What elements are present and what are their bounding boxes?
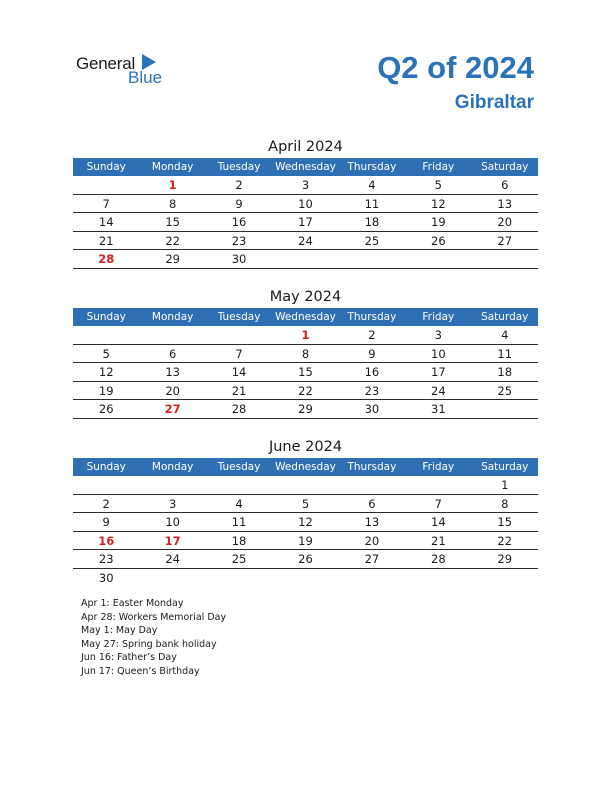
day-cell [272, 476, 338, 494]
week-row [73, 232, 538, 251]
day-cell [206, 476, 272, 494]
day-cell: 24 [431, 383, 446, 398]
week-row [73, 400, 538, 419]
weekday-label: Saturday [481, 161, 529, 173]
weekday-label: Wednesday [275, 461, 336, 473]
week-row [73, 195, 538, 214]
week-row [73, 476, 538, 495]
day-cell: 15 [298, 365, 313, 379]
day-cell: 30 [231, 252, 247, 266]
day-cell: 10 [298, 196, 313, 211]
holiday-note: Apr 1: Easter Monday [81, 598, 184, 609]
day-cell: 19 [431, 215, 446, 229]
weekday-label: Saturday [481, 311, 529, 323]
day-cell: 5 [434, 178, 442, 192]
weekday-label: Thursday [347, 461, 397, 473]
day-cell: 26 [98, 402, 114, 416]
weekday-label: Tuesday [217, 311, 261, 323]
week-row [73, 250, 538, 269]
day-cell [139, 569, 205, 587]
weekday-label: Sunday [86, 461, 126, 473]
month-title: April 2024 [268, 139, 343, 155]
day-cell: 13 [165, 365, 180, 379]
day-cell: 11 [364, 196, 380, 211]
month-title: May 2024 [269, 289, 342, 305]
week-row [73, 532, 538, 551]
day-cell [405, 569, 471, 587]
day-cell: 21 [431, 533, 446, 548]
day-cell: 10 [165, 515, 180, 529]
day-cell [272, 250, 338, 268]
day-cell: 15 [165, 215, 180, 229]
holiday-note: Jun 16: Father’s Day [81, 652, 177, 664]
day-cell: 17 [431, 365, 446, 379]
day-cell [139, 476, 205, 494]
day-cell: 8 [168, 196, 177, 211]
weekday-label: Monday [151, 161, 194, 173]
day-cell [339, 476, 405, 494]
day-cell: 26 [431, 233, 446, 248]
day-cell: 20 [364, 533, 380, 548]
day-cell [73, 326, 139, 344]
weekday-label: Sunday [86, 311, 126, 323]
day-cell: 2 [102, 496, 110, 511]
day-cell: 26 [298, 552, 313, 566]
month-calendar [73, 436, 538, 586]
day-cell [472, 250, 538, 268]
day-cell: 23 [98, 552, 114, 566]
day-cell: 19 [298, 533, 313, 548]
day-cell: 5 [301, 496, 310, 511]
day-cell: 21 [98, 233, 114, 248]
day-cell [73, 476, 139, 494]
day-cell: 16 [364, 365, 380, 379]
weekday-header-row [73, 458, 538, 476]
weekday-label: Tuesday [217, 461, 261, 473]
day-cell [405, 476, 471, 494]
day-cell: 12 [431, 196, 446, 211]
day-cell: 6 [168, 346, 177, 361]
country-title: Gibraltar [454, 92, 534, 113]
generalblue-logo [76, 54, 176, 88]
day-cell: 29 [298, 402, 313, 416]
day-cell: 30 [364, 402, 380, 416]
holiday-notes [81, 597, 226, 679]
day-cell [272, 569, 338, 587]
weekday-label: Friday [422, 161, 455, 173]
day-cell: 4 [501, 328, 509, 342]
day-cell: 30 [98, 570, 114, 585]
quarter-title: Q2 of 2024 [377, 50, 534, 85]
week-row [73, 213, 538, 232]
day-cell: 1 [168, 178, 177, 192]
day-cell: 22 [497, 533, 513, 548]
day-cell: 11 [497, 346, 513, 361]
day-cell: 27 [364, 552, 380, 566]
day-cell: 11 [231, 515, 247, 529]
day-cell: 20 [497, 215, 513, 229]
day-cell: 12 [298, 515, 313, 529]
day-cell: 25 [231, 552, 247, 566]
weekday-label: Monday [151, 461, 194, 473]
week-row [73, 345, 538, 364]
day-cell: 9 [235, 196, 243, 211]
weekday-label: Tuesday [217, 161, 261, 173]
weekday-header-row [73, 308, 538, 326]
day-cell: 24 [298, 233, 313, 248]
day-cell [139, 326, 205, 344]
day-cell: 14 [231, 365, 247, 379]
week-row [73, 569, 538, 587]
day-cell: 28 [231, 402, 247, 416]
day-cell: 6 [368, 496, 376, 511]
week-row [73, 550, 538, 569]
day-cell: 25 [364, 233, 380, 248]
holiday-note: Apr 28: Workers Memorial Day [81, 611, 227, 623]
day-cell: 3 [434, 328, 442, 342]
weekday-label: Wednesday [275, 311, 336, 323]
logo-text-blue: Blue [128, 68, 163, 87]
day-cell: 14 [431, 515, 446, 529]
day-cell: 20 [165, 383, 180, 398]
day-cell: 24 [165, 552, 180, 566]
day-cell: 8 [501, 496, 509, 511]
day-cell: 6 [501, 178, 509, 192]
day-cell: 3 [301, 178, 310, 192]
day-cell [472, 400, 538, 418]
day-cell: 29 [165, 252, 180, 266]
day-cell: 18 [497, 365, 513, 379]
day-cell: 3 [168, 496, 177, 511]
day-cell: 18 [231, 533, 247, 548]
weekday-label: Sunday [86, 161, 126, 173]
day-cell: 8 [301, 346, 310, 361]
day-cell: 29 [497, 552, 513, 566]
day-cell: 17 [164, 533, 181, 548]
day-cell: 7 [235, 346, 243, 361]
day-cell: 28 [98, 252, 115, 266]
day-cell [73, 176, 139, 194]
day-cell [206, 326, 272, 344]
weekday-label: Wednesday [275, 161, 336, 173]
day-cell: 19 [98, 383, 114, 398]
day-cell: 9 [368, 346, 376, 361]
day-cell: 23 [231, 233, 247, 248]
day-cell: 4 [235, 496, 243, 511]
day-cell: 25 [497, 383, 513, 398]
day-cell: 22 [298, 383, 313, 398]
day-cell: 17 [298, 215, 313, 229]
day-cell: 21 [231, 383, 247, 398]
day-cell [405, 250, 471, 268]
day-cell: 28 [431, 552, 446, 566]
day-cell: 2 [235, 178, 243, 192]
day-cell [339, 250, 405, 268]
week-row [73, 363, 538, 382]
week-row [73, 495, 538, 514]
day-cell: 22 [165, 233, 180, 248]
day-cell: 27 [164, 402, 181, 416]
day-cell: 9 [102, 515, 110, 529]
weekday-label: Friday [422, 311, 455, 323]
day-cell: 1 [301, 328, 310, 342]
holiday-note: May 1: May Day [81, 625, 158, 637]
day-cell: 16 [231, 215, 247, 229]
day-cell: 13 [364, 515, 380, 529]
weekday-label: Monday [151, 311, 194, 323]
day-cell: 5 [102, 346, 110, 361]
day-cell: 13 [497, 196, 513, 211]
day-cell: 10 [431, 346, 446, 361]
week-row [73, 513, 538, 532]
day-cell: 31 [431, 402, 446, 416]
day-cell: 27 [497, 233, 513, 248]
weekday-label: Thursday [347, 161, 397, 173]
day-cell: 23 [364, 383, 380, 398]
month-calendar [73, 136, 538, 269]
day-cell: 12 [98, 365, 114, 379]
day-cell: 7 [102, 196, 110, 211]
day-cell: 2 [368, 328, 376, 342]
week-row [73, 326, 538, 345]
day-cell: 4 [368, 178, 376, 192]
day-cell: 16 [98, 533, 115, 548]
weekday-label: Saturday [481, 461, 529, 473]
logo-text-general: General [76, 54, 136, 73]
day-cell: 14 [98, 215, 114, 229]
holiday-note: May 27: Spring bank holiday [81, 638, 217, 650]
holiday-note: Jun 17: Queen’s Birthday [81, 665, 200, 677]
day-cell [472, 569, 538, 587]
day-cell [206, 569, 272, 587]
month-title: June 2024 [268, 439, 343, 455]
week-row [73, 382, 538, 401]
day-cell: 1 [501, 478, 509, 492]
day-cell: 15 [497, 515, 513, 529]
weekday-label: Thursday [347, 311, 397, 323]
weekday-header-row [73, 158, 538, 176]
week-row [73, 176, 538, 195]
day-cell [339, 569, 405, 587]
day-cell: 18 [364, 215, 380, 229]
weekday-label: Friday [422, 461, 455, 473]
day-cell: 7 [434, 496, 442, 511]
month-calendar [73, 286, 538, 419]
